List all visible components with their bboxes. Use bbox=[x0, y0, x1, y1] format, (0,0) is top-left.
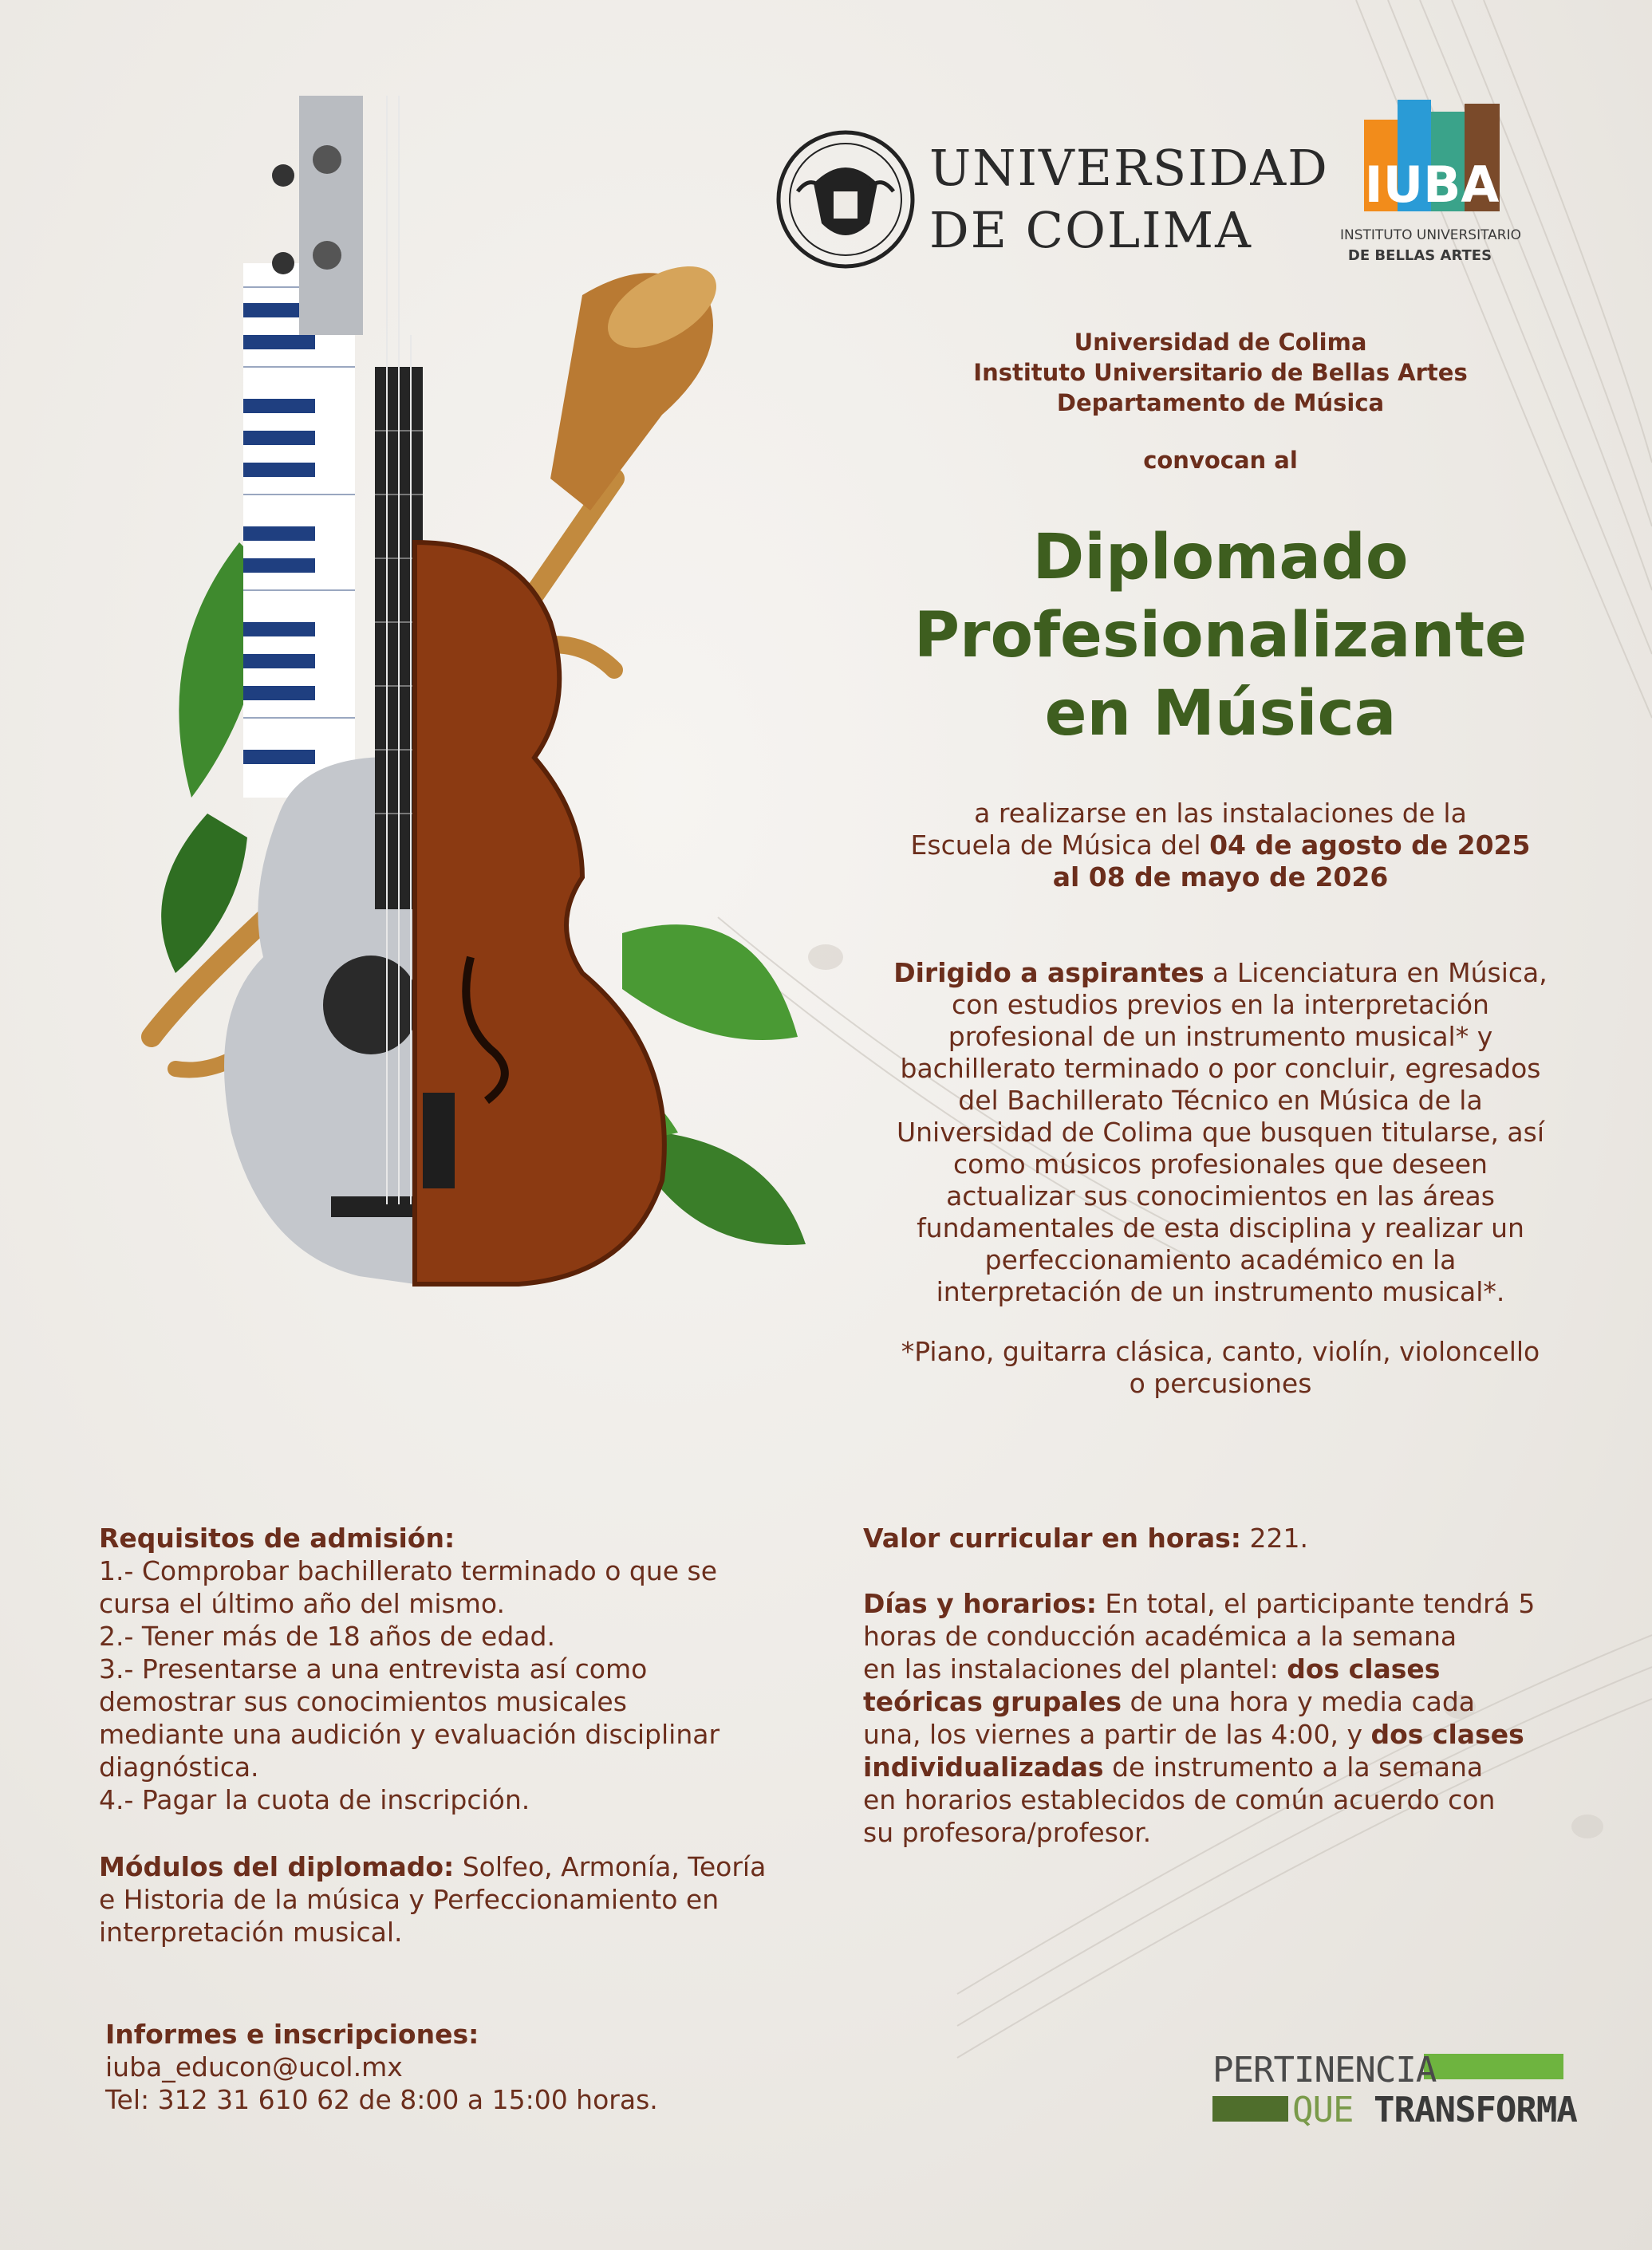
requisito-line: 3.- Presentarse a una entrevista así como bbox=[99, 1653, 648, 1685]
dias-line: su profesora/profesor. bbox=[863, 1817, 1152, 1848]
title-line-1: Diplomado bbox=[1032, 522, 1409, 593]
dias-line: de instrumento a la semana bbox=[1103, 1752, 1484, 1783]
modulos-heading: Módulos del diplomado: bbox=[99, 1851, 455, 1882]
valor-section bbox=[863, 1522, 1605, 1555]
requisitos-section bbox=[99, 1522, 833, 1816]
dirigido-line: profesional de un instrumento musical* y bbox=[948, 1021, 1493, 1052]
dirigido-line: bachillerato terminado o por concluir, egresados bbox=[900, 1053, 1541, 1084]
instruments-line-2: o percusiones bbox=[1129, 1368, 1312, 1399]
udc-seal-icon bbox=[774, 128, 917, 271]
header-line-3: Departamento de Música bbox=[1056, 389, 1385, 416]
modulos-line-1: Solfeo, Armonía, Teoría bbox=[454, 1851, 767, 1882]
organizer-header bbox=[822, 327, 1619, 418]
valor-value: 221. bbox=[1240, 1523, 1308, 1554]
dias-line: una, los viernes a partir de las 4:00, y bbox=[863, 1719, 1371, 1750]
target-audience bbox=[822, 957, 1619, 1308]
contact-heading: Informes e inscripciones: bbox=[105, 2019, 479, 2050]
page-title bbox=[822, 518, 1619, 753]
header-line-2: Instituto Universitario de Bellas Artes bbox=[973, 359, 1468, 386]
requisito-line: 2.- Tener más de 18 años de edad. bbox=[99, 1621, 555, 1652]
requisito-line: 4.- Pagar la cuota de inscripción. bbox=[99, 1784, 530, 1815]
instruments-line-1: *Piano, guitarra clásica, canto, violín, violoncello bbox=[901, 1336, 1540, 1367]
slogan-bar-olive bbox=[1212, 2096, 1288, 2122]
instruments-note bbox=[822, 1336, 1619, 1400]
iuba-subtitle-2: DE BELLAS ARTES bbox=[1347, 247, 1492, 264]
requisitos-heading: Requisitos de admisión: bbox=[99, 1523, 455, 1554]
requisito-line: demostrar sus conocimientos musicales bbox=[99, 1686, 627, 1717]
start-date: 04 de agosto de 2025 bbox=[1209, 829, 1531, 861]
requisito-line: diagnóstica. bbox=[99, 1752, 259, 1783]
dias-bold: dos clases bbox=[1287, 1653, 1441, 1685]
dirigido-line: como músicos profesionales que deseen bbox=[953, 1149, 1488, 1180]
title-line-3: en Música bbox=[1044, 678, 1397, 750]
iuba-subtitle-1: INSTITUTO UNIVERSITARIO bbox=[1340, 227, 1521, 243]
dirigido-line: con estudios previos en la interpretación bbox=[952, 989, 1489, 1020]
dates-line-2-text: Escuela de Música del bbox=[910, 829, 1210, 861]
dias-section bbox=[863, 1587, 1605, 1849]
dias-line: horas de conducción académica a la semana bbox=[863, 1621, 1457, 1652]
slogan-logo bbox=[1212, 2050, 1577, 2138]
slogan-que: QUE bbox=[1292, 2090, 1354, 2130]
slogan-line-1: PERTINENCIA bbox=[1212, 2050, 1437, 2090]
contact-section bbox=[105, 2018, 658, 2116]
instruments-illustration bbox=[104, 96, 822, 1491]
requisito-line: mediante una audición y evaluación disciplinar bbox=[99, 1719, 720, 1750]
dias-line: de una hora y media cada bbox=[1122, 1686, 1475, 1717]
end-date: al 08 de mayo de 2026 bbox=[1052, 861, 1389, 893]
convocan-text: convocan al bbox=[1143, 447, 1298, 474]
header-line-1: Universidad de Colima bbox=[1074, 329, 1367, 356]
dias-line: en horarios establecidos de común acuerdo con bbox=[863, 1784, 1496, 1815]
dirigido-lead: Dirigido a aspirantes bbox=[893, 957, 1205, 988]
modulos-line-2: e Historia de la música y Perfeccionamiento en bbox=[99, 1884, 720, 1915]
dias-bold: teóricas grupales bbox=[863, 1686, 1122, 1717]
dates-line-1: a realizarse en las instalaciones de la bbox=[974, 798, 1467, 829]
iuba-logo bbox=[1340, 100, 1521, 275]
contact-email[interactable]: iuba_educon@ucol.mx bbox=[105, 2051, 403, 2083]
dias-bold: individualizadas bbox=[863, 1752, 1104, 1783]
modulos-section bbox=[99, 1850, 833, 1949]
universidad-de-colima-logo bbox=[774, 128, 1329, 271]
dias-heading: Días y horarios: bbox=[863, 1588, 1097, 1619]
dirigido-line: del Bachillerato Técnico en Música de la bbox=[958, 1085, 1483, 1116]
dirigido-line: Universidad de Colima que busquen titularse, así bbox=[896, 1117, 1545, 1148]
dirigido-line: a Licenciatura en Música, bbox=[1204, 957, 1548, 988]
dirigido-line: perfeccionamiento académico en la bbox=[984, 1244, 1457, 1275]
slogan-transforma: TRANSFORMA bbox=[1373, 2090, 1577, 2130]
dirigido-line: actualizar sus conocimientos en las áreas bbox=[946, 1180, 1495, 1212]
dates-block bbox=[822, 798, 1619, 893]
dirigido-line: fundamentales de esta disciplina y realizar un bbox=[917, 1212, 1524, 1243]
slogan-bar-green bbox=[1424, 2054, 1563, 2079]
title-line-2: Profesionalizante bbox=[913, 600, 1528, 672]
udc-line2: DE COLIMA bbox=[929, 201, 1252, 259]
requisito-line: cursa el último año del mismo. bbox=[99, 1588, 505, 1619]
modulos-line-3: interpretación musical. bbox=[99, 1917, 403, 1948]
dias-line: en las instalaciones del plantel: bbox=[863, 1653, 1287, 1685]
dias-bold: dos clases bbox=[1370, 1719, 1524, 1750]
dirigido-line: interpretación de un instrumento musical*. bbox=[936, 1276, 1505, 1307]
requisito-line: 1.- Comprobar bachillerato terminado o que se bbox=[99, 1555, 718, 1586]
valor-heading: Valor curricular en horas: bbox=[863, 1523, 1241, 1554]
dias-line: En total, el participante tendrá 5 bbox=[1096, 1588, 1536, 1619]
iuba-acronym: IUBA bbox=[1364, 156, 1500, 214]
udc-line1: UNIVERSIDAD bbox=[929, 139, 1329, 197]
cello-half bbox=[415, 542, 664, 1284]
contact-phone: Tel: 312 31 610 62 de 8:00 a 15:00 horas. bbox=[105, 2084, 658, 2115]
piano-keys bbox=[243, 263, 355, 798]
